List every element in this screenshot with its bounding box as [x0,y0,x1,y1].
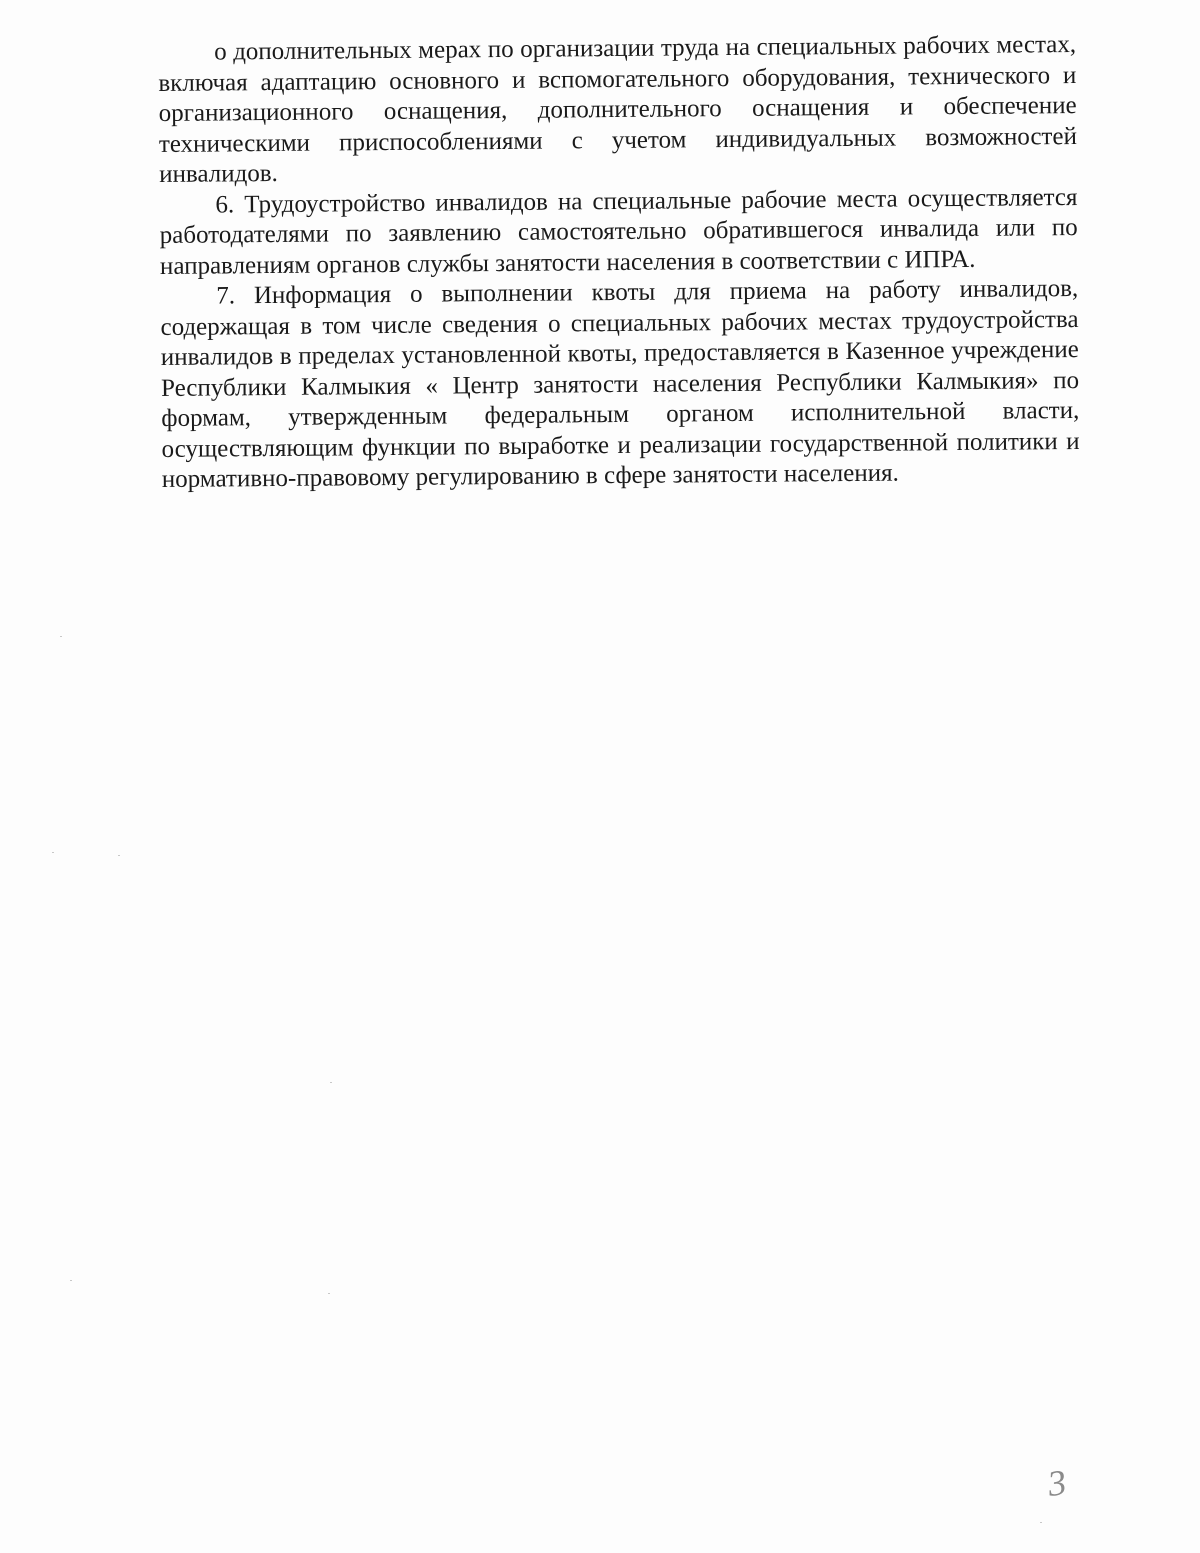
paragraph-continuation: о дополнительных мерах по организации труда на специальных рабочих местах, включая адаптацию основного и вспомогательного оборудования, технического и организационного оснащения, дополнительного оснащения и обеспечение техническими приспособлениями с учетом индивидуальных возможностей инвалидов. [158,30,1078,188]
scan-speck [70,1280,72,1281]
paragraph-item-6: 6. Трудоустройство инвалидов на специальные рабочие места осуществляется работодателями по заявлению самостоятельно обратившегося инвалида или по направлениям органов службы занятости населения в соответствии с ИПРА. [159,183,1078,280]
scan-speck [118,855,120,856]
scan-speck [330,1082,332,1083]
page-number: 3 [1045,1461,1069,1505]
document-body [158,30,1080,495]
scan-speck [1040,1522,1042,1523]
paragraph-item-7: 7. Информация о выполнении квоты для приема на работу инвалидов, содержащая в том числе сведения о специальных рабочих местах трудоустройства инвалидов в пределах установленной квоты, предоставляется в Казенное учреждение Республики Калмыкия « Центр занятости населения Республики Калмыкия» по формам, утвержденным федеральным органом исполнительной власти, осуществляющим функции по выработке и реализации государственной политики и нормативно-правовому регулированию в сфере занятости населения. [160,274,1080,493]
scan-speck [60,636,62,637]
scan-speck [52,852,54,853]
scan-speck [328,1293,330,1294]
